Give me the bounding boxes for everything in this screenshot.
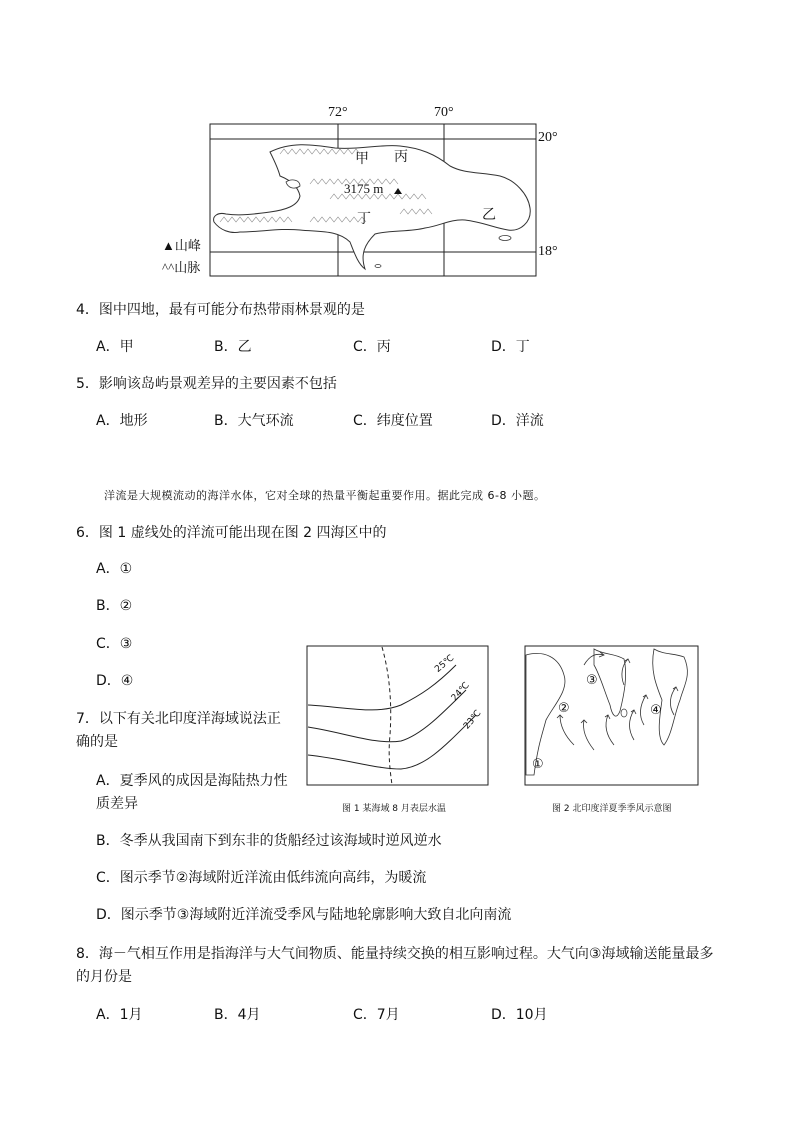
q7-option-c[interactable]: C．图示季节②海域附近洋流由低纬流向高纬，为暖流: [96, 870, 427, 886]
legend-peak: ▲山峰: [162, 238, 201, 253]
isotherm-23-label: 23℃: [462, 708, 484, 732]
island-map-figure: [160, 104, 580, 284]
q8-option-d[interactable]: D．10月: [491, 1007, 548, 1023]
q5-option-a[interactable]: A．地形: [96, 413, 148, 429]
q8-option-c[interactable]: C．7月: [353, 1007, 400, 1023]
marker-3: ③: [586, 673, 598, 688]
isotherm-25: [308, 665, 456, 710]
q6-option-d[interactable]: D．④: [96, 673, 134, 689]
question-4-stem: 4．图中四地，最有可能分布热带雨林景观的是: [76, 302, 365, 318]
figure-2-svg: [524, 645, 700, 787]
island-small: [286, 180, 300, 188]
latitude-20: 20°: [538, 130, 558, 145]
q5-option-c[interactable]: C．纬度位置: [353, 413, 433, 429]
marker-2: ②: [558, 701, 570, 716]
marker-1: ①: [532, 757, 544, 772]
question-8-stem-line1: 8．海－气相互作用是指海洋与大气间物质、能量持续交换的相互影响过程。大气向③海域输送能量最多: [76, 946, 714, 962]
longitude-70: 70°: [434, 105, 454, 120]
section-intro: 洋流是大规模流动的海洋水体，它对全球的热量平衡起重要作用。据此完成 6-8 小题。: [104, 489, 546, 502]
isotherm-25-label: 25℃: [433, 653, 457, 675]
figure-2-caption: 图 2 北印度洋夏季季风示意图: [552, 804, 672, 814]
isotherm-24: [308, 690, 466, 742]
q5-option-b[interactable]: B．大气环流: [214, 413, 294, 429]
figure-1: [306, 645, 490, 815]
question-5-stem: 5．影响该岛屿景观差异的主要因素不包括: [76, 376, 337, 392]
place-jia: 甲: [355, 152, 369, 167]
peak-label: 3175 m: [344, 181, 384, 196]
q5-option-d[interactable]: D．洋流: [491, 413, 544, 429]
question-8-stem-line2: 的月份是: [76, 969, 132, 985]
question-7-stem-line1: 7．以下有关北印度洋海域说法正: [76, 711, 281, 727]
place-yi: 乙: [482, 208, 496, 223]
figure-2: [524, 645, 700, 815]
q8-option-a[interactable]: A．1月: [96, 1007, 143, 1023]
q6-option-b[interactable]: B．②: [96, 598, 133, 614]
q4-option-d[interactable]: D．丁: [491, 339, 530, 355]
legend-range: ^^山脉: [162, 260, 201, 275]
latitude-18: 18°: [538, 244, 558, 259]
q7-option-a-line1[interactable]: A．夏季风的成因是海陆热力性: [96, 773, 288, 789]
question-7-stem-line2: 确的是: [76, 734, 118, 750]
q7-option-d[interactable]: D．图示季节③海域附近洋流受季风与陆地轮廓影响大致自北向南流: [96, 907, 512, 923]
q7-option-a-line2: 质差异: [96, 796, 138, 812]
place-bing: 丙: [394, 150, 408, 165]
q4-option-c[interactable]: C．丙: [353, 339, 391, 355]
southeast-asia-land: [653, 649, 688, 745]
q4-option-a[interactable]: A．甲: [96, 339, 134, 355]
q8-option-b[interactable]: B．4月: [214, 1007, 261, 1023]
india-land: [594, 649, 626, 716]
place-ding: 丁: [357, 212, 371, 227]
q6-option-c[interactable]: C．③: [96, 636, 133, 652]
q7-option-b[interactable]: B．冬季从我国南下到东非的货船经过该海域时逆风逆水: [96, 833, 442, 849]
question-6-stem: 6．图 1 虚线处的洋流可能出现在图 2 四海区中的: [76, 525, 387, 541]
isotherm-24-label: 24℃: [449, 680, 472, 704]
longitude-72: 72°: [328, 105, 348, 120]
figure-1-caption: 图 1 某海域 8 月表层水温: [342, 804, 446, 814]
q4-option-b[interactable]: B．乙: [214, 339, 252, 355]
q6-option-a[interactable]: A．①: [96, 561, 133, 577]
marker-4: ④: [650, 703, 662, 718]
figure-1-svg: [306, 645, 490, 787]
current-dashed-line: [382, 647, 392, 785]
